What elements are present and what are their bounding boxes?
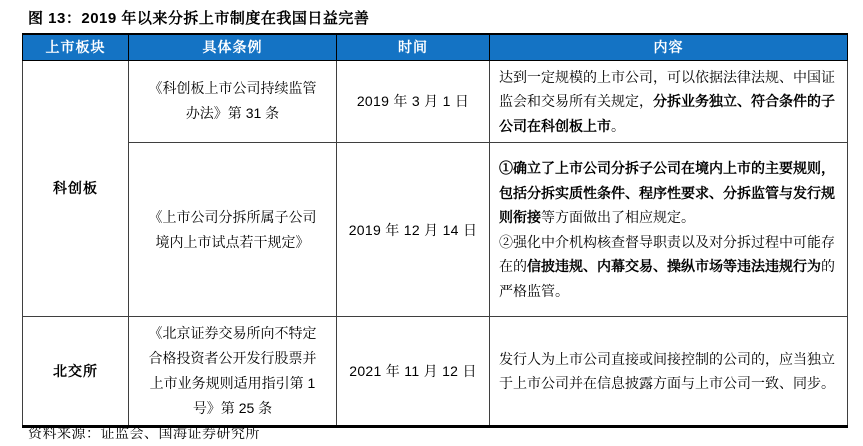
content-cell [490,317,848,427]
regulation-cell: 《北京证券交易所向不特定合格投资者公开发行股票并上市业务规则适用指引第 1 号》第 25 条 [129,317,337,427]
regulation-cell: 《科创板上市公司持续监管办法》第 31 条 [129,60,337,143]
col-header-date: 时间 [337,34,490,60]
regulation-cell: 《上市公司分拆所属子公司境内上市试点若干规定》 [129,143,337,317]
content-paragraph: 发行人为上市公司直接或间接控制的公司的，应当独立于上市公司并在信息披露方面与上市公司一致、同步。 [499,350,835,391]
board-cell: 科创板 [23,60,129,317]
date-cell: 2019 年 3 月 1 日 [337,60,490,143]
content-cell [490,143,848,317]
col-header-content: 内容 [490,34,848,60]
table-row [23,317,848,427]
date-cell: 2021 年 11 月 12 日 [337,317,490,427]
col-header-regulation: 具体条例 [129,34,337,60]
table-header-row [23,34,848,60]
content-cell [490,60,848,143]
content-paragraph: 达到一定规模的上市公司，可以依据法律法规、中国证监会和交易所有关规定，分拆业务独立、符合条件的子公司在科创板上市。 [499,68,835,134]
date-cell: 2019 年 12 月 14 日 [337,143,490,317]
figure-title: 图 13：2019 年以来分拆上市制度在我国日益完善 [28,10,370,27]
source-note: 资料来源：证监会、国海证券研究所 [28,425,260,441]
table-row [23,60,848,143]
content-paragraph: ①确立了上市公司分拆子公司在境内上市的主要规则，包括分拆实质性条件、程序性要求、分拆监管与发行规则衔接等方面做出了相应规定。 [499,160,835,225]
col-header-board: 上市板块 [23,34,129,60]
table-row [23,143,848,317]
table-body [23,60,848,427]
regulation-table [22,33,848,428]
content-paragraph: ②强化中介机构核查督导职责以及对分拆过程中可能存在的信披违规、内幕交易、操纵市场等违法违规行为的严格监管。 [499,233,835,299]
board-cell: 北交所 [23,317,129,427]
